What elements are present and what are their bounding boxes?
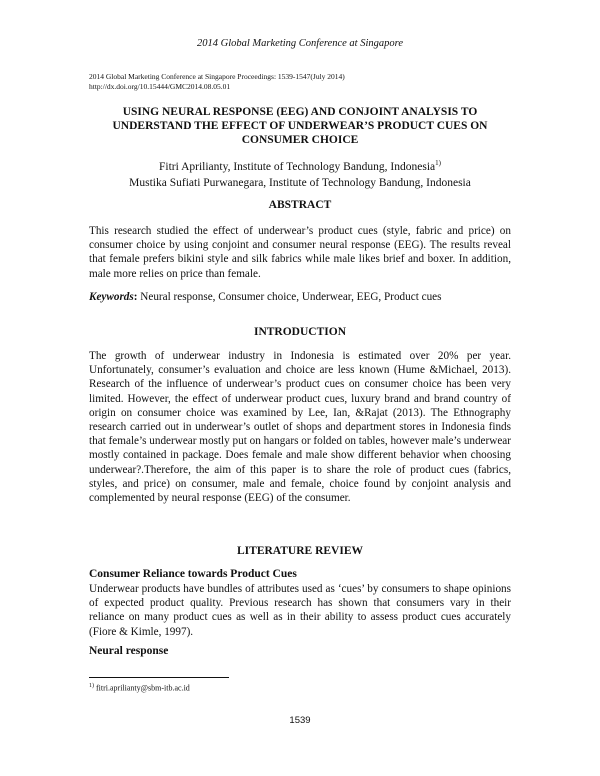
footnote-mark: 1): [89, 683, 94, 689]
literature-review-heading: LITERATURE REVIEW: [237, 545, 363, 557]
proceedings-citation: [89, 72, 345, 92]
footnote-email: fitri.aprilianty@sbm-itb.ac.id: [94, 683, 190, 693]
keywords-line: [89, 290, 511, 304]
introduction-text: The growth of underwear industry in Indonesia is estimated over 20% per year. Unfortunately, consumer’s evaluation and choice are less known (Hume &Michael, 2013). Research of the influence of underwear’s product cues on consumer choice has been very limited. However, the effect of underwear product cues, luxury brand and brand country of origin on consumer choice was examined by Lee, Ian, &Rajat (2013). The Ethnography research carried out in underwear’s outlet of shops and department stores in Indonesia finds that female’s underwear mostly put on hangars or folded on tables, however male’s underwear mostly contained in package. Does female and male show different behavior when choosing underwear?.Therefore, the aim of this paper is to share the role of product cues (fabrics, styles, and price) on consumer, male and female, choice found by conjoint analysis and complemented by neural response (EEG) of the consumer.: [89, 350, 511, 505]
page-number: 1539: [289, 715, 311, 726]
abstract-text: This research studied the effect of underwear’s product cues (style, fabric and price) on consumer choice by using conjoint and consumer neural response (EEG). The results reveal that female prefers bikini style and silk fabrics while male likes brief and boxer. In addition, male more relies on price than female.: [89, 225, 511, 280]
footnote: [89, 683, 190, 693]
neural-response-subheading: Neural response: [89, 645, 169, 657]
keywords-label: Keywords: [89, 291, 134, 303]
author-1-footnote-mark: 1): [435, 159, 441, 167]
running-header: 2014 Global Marketing Conference at Singapore: [197, 38, 403, 49]
author-2-text: Mustika Sufiati Purwanegara, Institute of Technology Bandung, Indonesia: [129, 176, 471, 189]
introduction-heading: INTRODUCTION: [253, 326, 346, 338]
consumer-reliance-subheading: Consumer Reliance towards Product Cues: [89, 568, 297, 580]
literature-review-text: Underwear products have bundles of attributes used as ‘cues’ by consumers to shape opinions of expected product quality. Previous research has shown that consumers vary in their reliance on many product cues as well as in their ability to assess product cues accurately (Fiore & Kimle, 1997).: [89, 583, 511, 638]
paper-title: USING NEURAL RESPONSE (EEG) AND CONJOINT ANALYSIS TO UNDERSTAND THE EFFECT OF UNDERWEAR’S PRODUCT CUES ON CONSUMER CHOICE: [112, 106, 488, 146]
keywords-text: Neural response, Consumer choice, Underwear, EEG, Product cues: [137, 291, 442, 303]
doi-line: http://dx.doi.org/10.15444/GMC2014.08.05.01: [89, 82, 231, 91]
author-2: [89, 175, 511, 191]
abstract-heading: ABSTRACT: [268, 199, 332, 211]
keywords-separator: :: [133, 291, 138, 303]
author-1: [89, 155, 511, 175]
footnote-divider: [89, 677, 229, 678]
author-1-text: Fitri Aprilianty, Institute of Technology Bandung, Indonesia: [159, 160, 436, 173]
author-list: [89, 155, 511, 191]
proceedings-line: 2014 Global Marketing Conference at Singapore Proceedings: 1539-1547(July 2014): [89, 72, 345, 81]
